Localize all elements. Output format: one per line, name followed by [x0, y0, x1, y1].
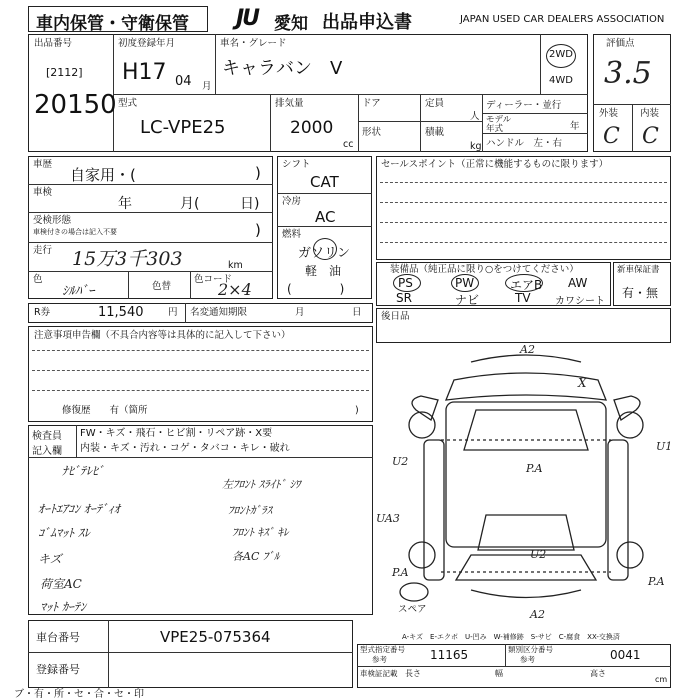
interior-score: C [642, 124, 659, 149]
class-label: 類別区分番号 [508, 645, 553, 654]
logo-text: 愛知 [274, 14, 308, 34]
usage-label: 車歴 [33, 159, 53, 170]
fuel-circle [313, 238, 337, 260]
load-unit: kg [470, 141, 482, 152]
first-registration-label: 初度登録年月 [118, 38, 176, 49]
windshield-outline [464, 410, 588, 450]
color-value: ｼﾙﾊﾞｰ [62, 284, 95, 299]
equipment-item-pw: PW [455, 276, 475, 290]
mileage-label: 走行 [33, 245, 53, 256]
spare-tire [400, 583, 428, 601]
equipment-item-airbag: エアB [510, 278, 543, 292]
length-label: 長さ [405, 669, 421, 678]
rear-window-outline [478, 515, 574, 550]
bottom-row: ブ・有・所・セ・合・セ・印 [14, 689, 144, 700]
name-change-day: 日 [352, 307, 362, 318]
ju-logo-mark: JU [236, 6, 259, 31]
repair-close: ) [355, 405, 359, 416]
ac-value: AC [315, 208, 336, 226]
recycle-unit: 円 [168, 307, 178, 318]
handwritten-note-5: 荷室AC [40, 577, 82, 591]
equipment-label: 装備品（純正品に限り○をつけてください） [390, 264, 579, 275]
inspection-label: 車検 [33, 187, 53, 198]
chassis-number: VPE25-075364 [160, 628, 271, 646]
receive-label: 受検形態 [33, 215, 72, 226]
equipment-item-aw: AW [568, 276, 588, 290]
caution-label: 注意事項申告欄（不具合内容等は具体的に記入して下さい） [34, 330, 291, 341]
handwritten-note-7: 左ﾌﾛﾝﾄ ｽﾗｲﾄﾞ ｼﾜ [222, 478, 301, 491]
insurance-value: 有・無 [622, 286, 659, 300]
handle-label: ハンドル 左・右 [486, 138, 563, 149]
damage-mark-left: U2 [392, 455, 409, 468]
inspection-year: 年 [118, 196, 132, 212]
width-label: 幅 [495, 669, 503, 678]
drive-4wd: 4WD [549, 75, 573, 86]
name-grade-label: 車名・グレード [220, 38, 287, 49]
displacement-unit: cc [343, 139, 354, 150]
handwritten-note-10: 各AC ﾌﾞﾙ [232, 550, 280, 563]
model-label: 型式 [118, 98, 138, 109]
after-items-block [376, 308, 671, 343]
car-damage-diagram [376, 340, 676, 635]
lot-number: 20150 [34, 90, 117, 120]
repair-label: 修復歴 有（箇所 [62, 405, 148, 416]
model-year-unit: 年 [570, 121, 580, 132]
chassis-label: 車台番号 [36, 631, 80, 644]
vehicle-name: キャラバン V [222, 58, 343, 79]
model-year-label: モデル 年式 [486, 115, 512, 134]
equipment-item-ps: PS [398, 276, 413, 290]
handwritten-note-8: ﾌﾛﾝﾄｶﾞﾗｽ [228, 504, 272, 517]
registration-year: H17 [122, 60, 167, 85]
fuel-alt: 軽 油 [305, 264, 342, 278]
handwritten-note-4: キズ [38, 552, 62, 566]
rear-hatch-outline [456, 555, 596, 580]
lot-number-label: 出品番号 [34, 38, 73, 49]
rear-bumper-outline [471, 590, 581, 598]
left-mirror [412, 396, 438, 420]
name-change-month: 月 [295, 307, 305, 318]
exterior-score: C [603, 124, 620, 149]
drive-2wd: 2WD [549, 49, 573, 60]
class-ref: 参考 [520, 655, 535, 664]
inspector-row-2: 内装・キズ・汚れ・コゲ・タバコ・キレ・破れ [80, 443, 290, 454]
handwritten-note-9: ﾌﾛﾝﾄ ｷｽﾞ ｷﾚ [232, 526, 289, 539]
fuel-label: 燃料 [282, 229, 302, 240]
front-left-wheel [409, 412, 435, 438]
shape-label: 形状 [362, 127, 382, 138]
shift-value: CAT [310, 173, 339, 191]
height-label: 高さ [590, 669, 606, 678]
rating-label: 評価点 [606, 38, 635, 49]
right-mirror [614, 396, 640, 420]
damage-mark-right: U1 [656, 440, 673, 453]
color-code-label: 色コード [194, 274, 233, 285]
damage-mark-x: X [578, 376, 587, 390]
doc-title: 出品申込書 [322, 12, 412, 33]
damage-mark-rear-bottom: A2 [530, 608, 545, 621]
damage-mark-rear-left: P.A [392, 566, 409, 579]
lot-sub-number: [2112] [46, 66, 83, 79]
color-swap-label: 色替 [152, 281, 172, 292]
model-code: LC-VPE25 [140, 117, 226, 138]
diagram-legend: A-キズ E-エクボ U-凹み W-補修跡 S-サビ C-腐食 XX-交換済 [402, 633, 620, 641]
spare-label: スペア [398, 604, 427, 615]
handwritten-note-3: ｺﾞﾑﾏｯﾄ ｽﾚ [38, 526, 90, 540]
damage-mark-roof: P.A [526, 462, 543, 475]
equipment-item-navi: ナビ [455, 293, 480, 307]
usage-value: 自家用・( [70, 166, 136, 184]
inspector-label: 検査員 記入欄 [32, 431, 62, 457]
displacement-label: 排気量 [275, 98, 304, 109]
ps-circle [393, 274, 421, 292]
load-label: 積載 [425, 127, 445, 138]
exterior-label: 外装 [599, 108, 619, 119]
equipment-item-seat: カワシート [555, 296, 605, 307]
size-label: 車検証記載 [360, 669, 398, 678]
registration-number-label: 登録番号 [36, 663, 80, 676]
equipment-item-tv: TV [515, 291, 531, 305]
after-items-label: 後日品 [381, 311, 410, 322]
interior-label: 内装 [640, 108, 660, 119]
storage-label: 車内保管・守衛保管 [36, 14, 189, 34]
type-cert-label: 型式指定番号 [360, 645, 405, 654]
usage-close: ) [255, 164, 261, 182]
selling-points-label: セールスポイント（正常に機能するものに限ります） [381, 159, 609, 170]
selling-points-block [376, 156, 671, 260]
receive-sub: 車検付きの場合は記入不要 [33, 228, 117, 236]
name-change-label: 名変通知期限 [190, 307, 248, 318]
type-cert-number: 11165 [430, 648, 469, 662]
front-right-wheel [617, 412, 643, 438]
color-label: 色 [33, 274, 43, 285]
capacity-unit: 人 [470, 111, 480, 122]
mileage-value: 15万3千303 [72, 248, 183, 270]
airbag-circle [505, 274, 543, 292]
month-unit: 月 [202, 81, 212, 92]
recycle-label: R券 [34, 307, 51, 318]
displacement-value: 2000 [290, 118, 334, 138]
doors-label: ドア [362, 98, 381, 109]
inspection-month: 月( [180, 196, 200, 212]
fuel-value: ガソリン [298, 246, 351, 261]
mileage-unit: km [228, 260, 243, 271]
rear-right-wheel [617, 542, 643, 568]
fuel-paren: ( ) [287, 282, 345, 296]
association-name: JAPAN USED CAR DEALERS ASSOCIATION [460, 14, 665, 25]
damage-mark-rear-right: P.A [648, 575, 665, 588]
pw-circle [451, 274, 479, 292]
inspection-day: 日) [240, 196, 260, 212]
equipment-item-sr: SR [396, 291, 412, 305]
color-code-value: 2×4 [218, 280, 252, 299]
shift-label: シフト [282, 159, 311, 170]
receive-close: ) [255, 221, 261, 239]
class-number: 0041 [610, 648, 641, 662]
handwritten-note-1: ﾅﾋﾞﾃﾚﾋﾞ [62, 464, 105, 478]
handwritten-note-6: ﾏｯﾄ ｶｰﾃﾝ [40, 600, 86, 614]
handwritten-note-2: ｵｰﾄｴｱｺﾝ ｵｰﾃﾞｨｵ [38, 502, 120, 516]
front-bumper-outline [471, 355, 581, 362]
rear-left-wheel [409, 542, 435, 568]
rating-score: 3.5 [604, 56, 652, 91]
damage-mark-front: A2 [520, 343, 535, 356]
dealer-label: ディーラー・並行 [486, 100, 562, 111]
damage-mark-rear: U2 [530, 548, 547, 561]
recycle-amount: 11,540 [98, 305, 144, 320]
ac-label: 冷房 [282, 196, 302, 207]
capacity-label: 定員 [425, 98, 445, 109]
inspector-row-1: FW・キズ・飛石・ヒビ割・リペア跡・X要 [80, 428, 273, 439]
type-cert-ref: 参考 [372, 655, 387, 664]
unit-cm: cm [655, 675, 668, 684]
damage-mark-left-door: UA3 [376, 512, 400, 525]
registration-month: 04 [175, 74, 192, 89]
insurance-label: 新車保証書 [617, 265, 660, 275]
